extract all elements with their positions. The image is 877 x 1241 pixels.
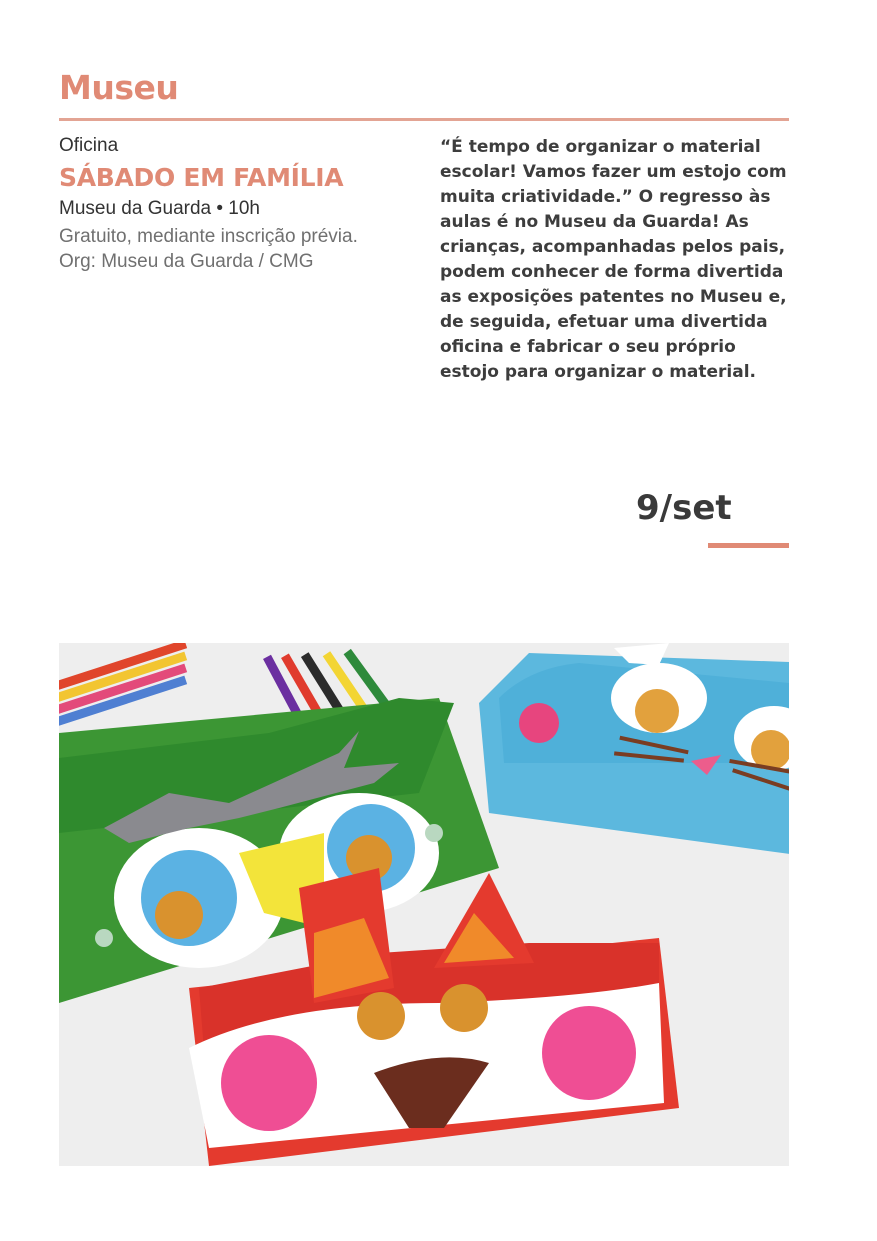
event-info-price: Gratuito, mediante inscrição prévia. xyxy=(59,226,358,247)
event-category: Oficina xyxy=(59,135,119,156)
date-underline xyxy=(708,543,789,548)
event-title: SÁBADO EM FAMÍLIA xyxy=(59,163,344,192)
felt-pencil-cases-photo xyxy=(59,643,789,1166)
section-title: Museu xyxy=(59,68,179,107)
event-description: “É tempo de organizar o material escolar! Vamos fazer um estojo com muita criatividade.” O regresso às aulas é no Museu da Guarda! As crianças, acompanhadas pelos pais, podem conhecer de forma divertida as exposições patentes no Museu e, de seguida, efetuar uma divertida oficina e fabricar o seu próprio estojo para organizar o material. xyxy=(440,137,787,382)
event-venue-time: Museu da Guarda • 10h xyxy=(59,198,261,219)
event-date: 9/set xyxy=(636,488,732,528)
event-details xyxy=(59,135,419,274)
section-divider xyxy=(59,118,789,121)
event-info-organizer: Org: Museu da Guarda / CMG xyxy=(59,251,314,272)
